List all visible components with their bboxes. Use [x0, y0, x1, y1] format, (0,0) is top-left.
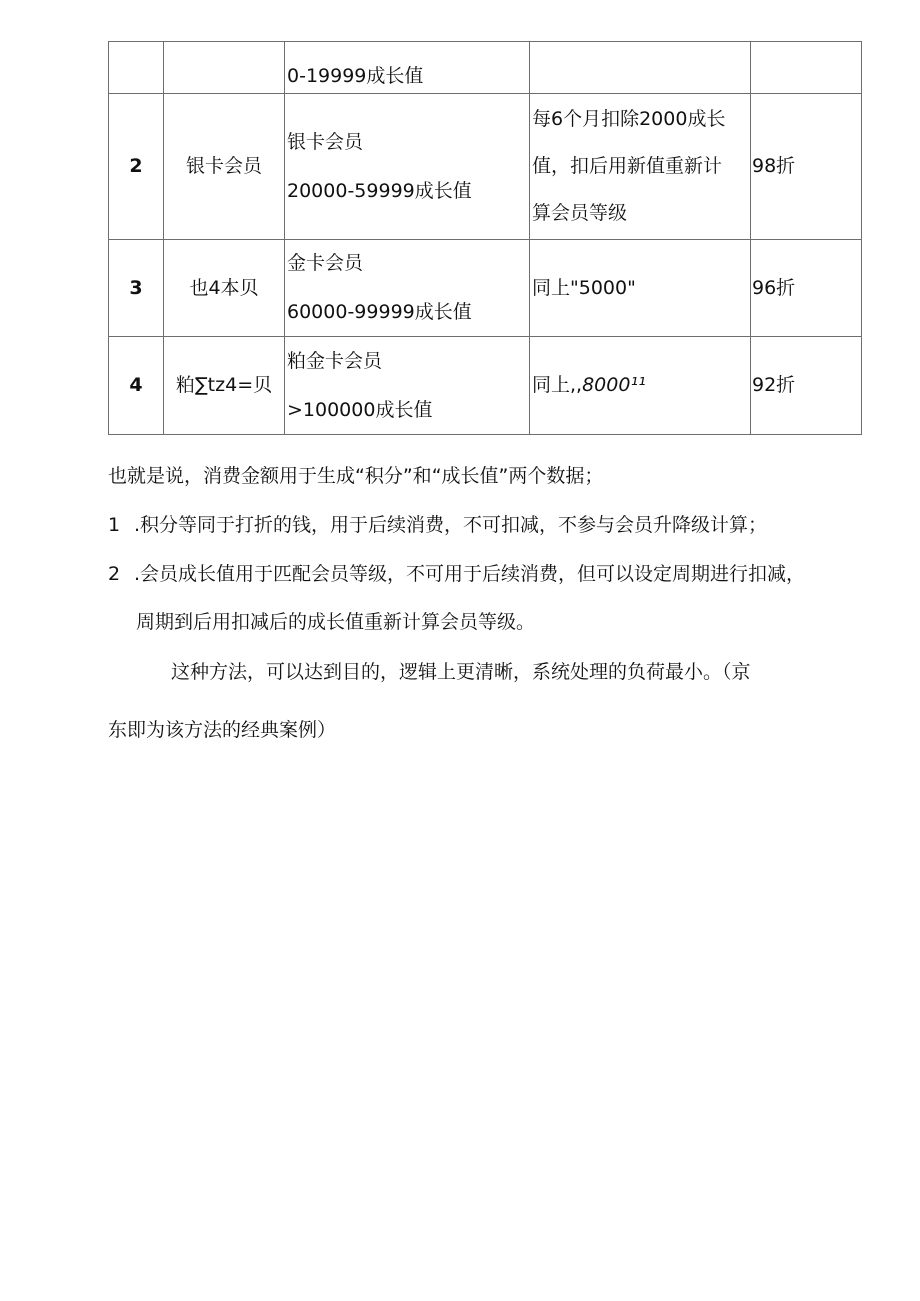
- discount: [751, 42, 862, 94]
- row-index: 4: [109, 337, 164, 435]
- row-index: [109, 42, 164, 94]
- list-text: .会员成长值用于匹配会员等级，不可用于后续消费，但可以设定周期进行扣减，: [134, 563, 806, 585]
- list-item: [108, 516, 767, 535]
- level-name: 也4本贝: [164, 240, 285, 337]
- list-text: .积分等同于打折的钱，用于后续消费，不可扣减，不参与会员升降级计算；: [134, 514, 768, 536]
- list-item-continuation: 周期到后用扣减后的成长值重新计算会员等级。: [136, 611, 536, 633]
- level-range: 金卡会员 60000-99999成长值: [285, 240, 530, 337]
- discount: 92折: [751, 337, 862, 435]
- discount: 96折: [751, 240, 862, 337]
- summary-paragraph: 也就是说，消费金额用于生成“积分”和“成长值”两个数据；: [108, 465, 604, 487]
- level-name: 粕∑tz4=贝: [164, 337, 285, 435]
- row-index: 2: [109, 94, 164, 240]
- table-row: [109, 42, 862, 94]
- level-name: 银卡会员: [164, 94, 285, 240]
- discount: 98折: [751, 94, 862, 240]
- deduction-rule: 同上"5000": [530, 240, 751, 337]
- table-row: [109, 94, 862, 240]
- deduction-rule: 每6个月扣除2000成长 值，扣后用新值重新计 算会员等级: [530, 94, 751, 240]
- conclusion-paragraph: 这种方法，可以达到目的，逻辑上更清晰，系统处理的负荷最小。（京: [171, 661, 751, 683]
- deduction-rule: 同上,,8000¹¹: [530, 337, 751, 435]
- conclusion-paragraph-cont: 东即为该方法的经典案例）: [108, 719, 337, 741]
- table-row: [109, 240, 862, 337]
- list-number: 2: [108, 563, 121, 585]
- list-item: [108, 565, 805, 584]
- table-row: [109, 337, 862, 435]
- level-range: 粕金卡会员 >100000成长值: [285, 337, 530, 435]
- level-name: [164, 42, 285, 94]
- membership-table: [108, 41, 862, 435]
- level-range: 银卡会员 20000-59999成长值: [285, 94, 530, 240]
- deduction-rule: [530, 42, 751, 94]
- list-number: 1: [108, 514, 121, 536]
- row-index: 3: [109, 240, 164, 337]
- level-range: 0-19999成长值: [285, 42, 530, 94]
